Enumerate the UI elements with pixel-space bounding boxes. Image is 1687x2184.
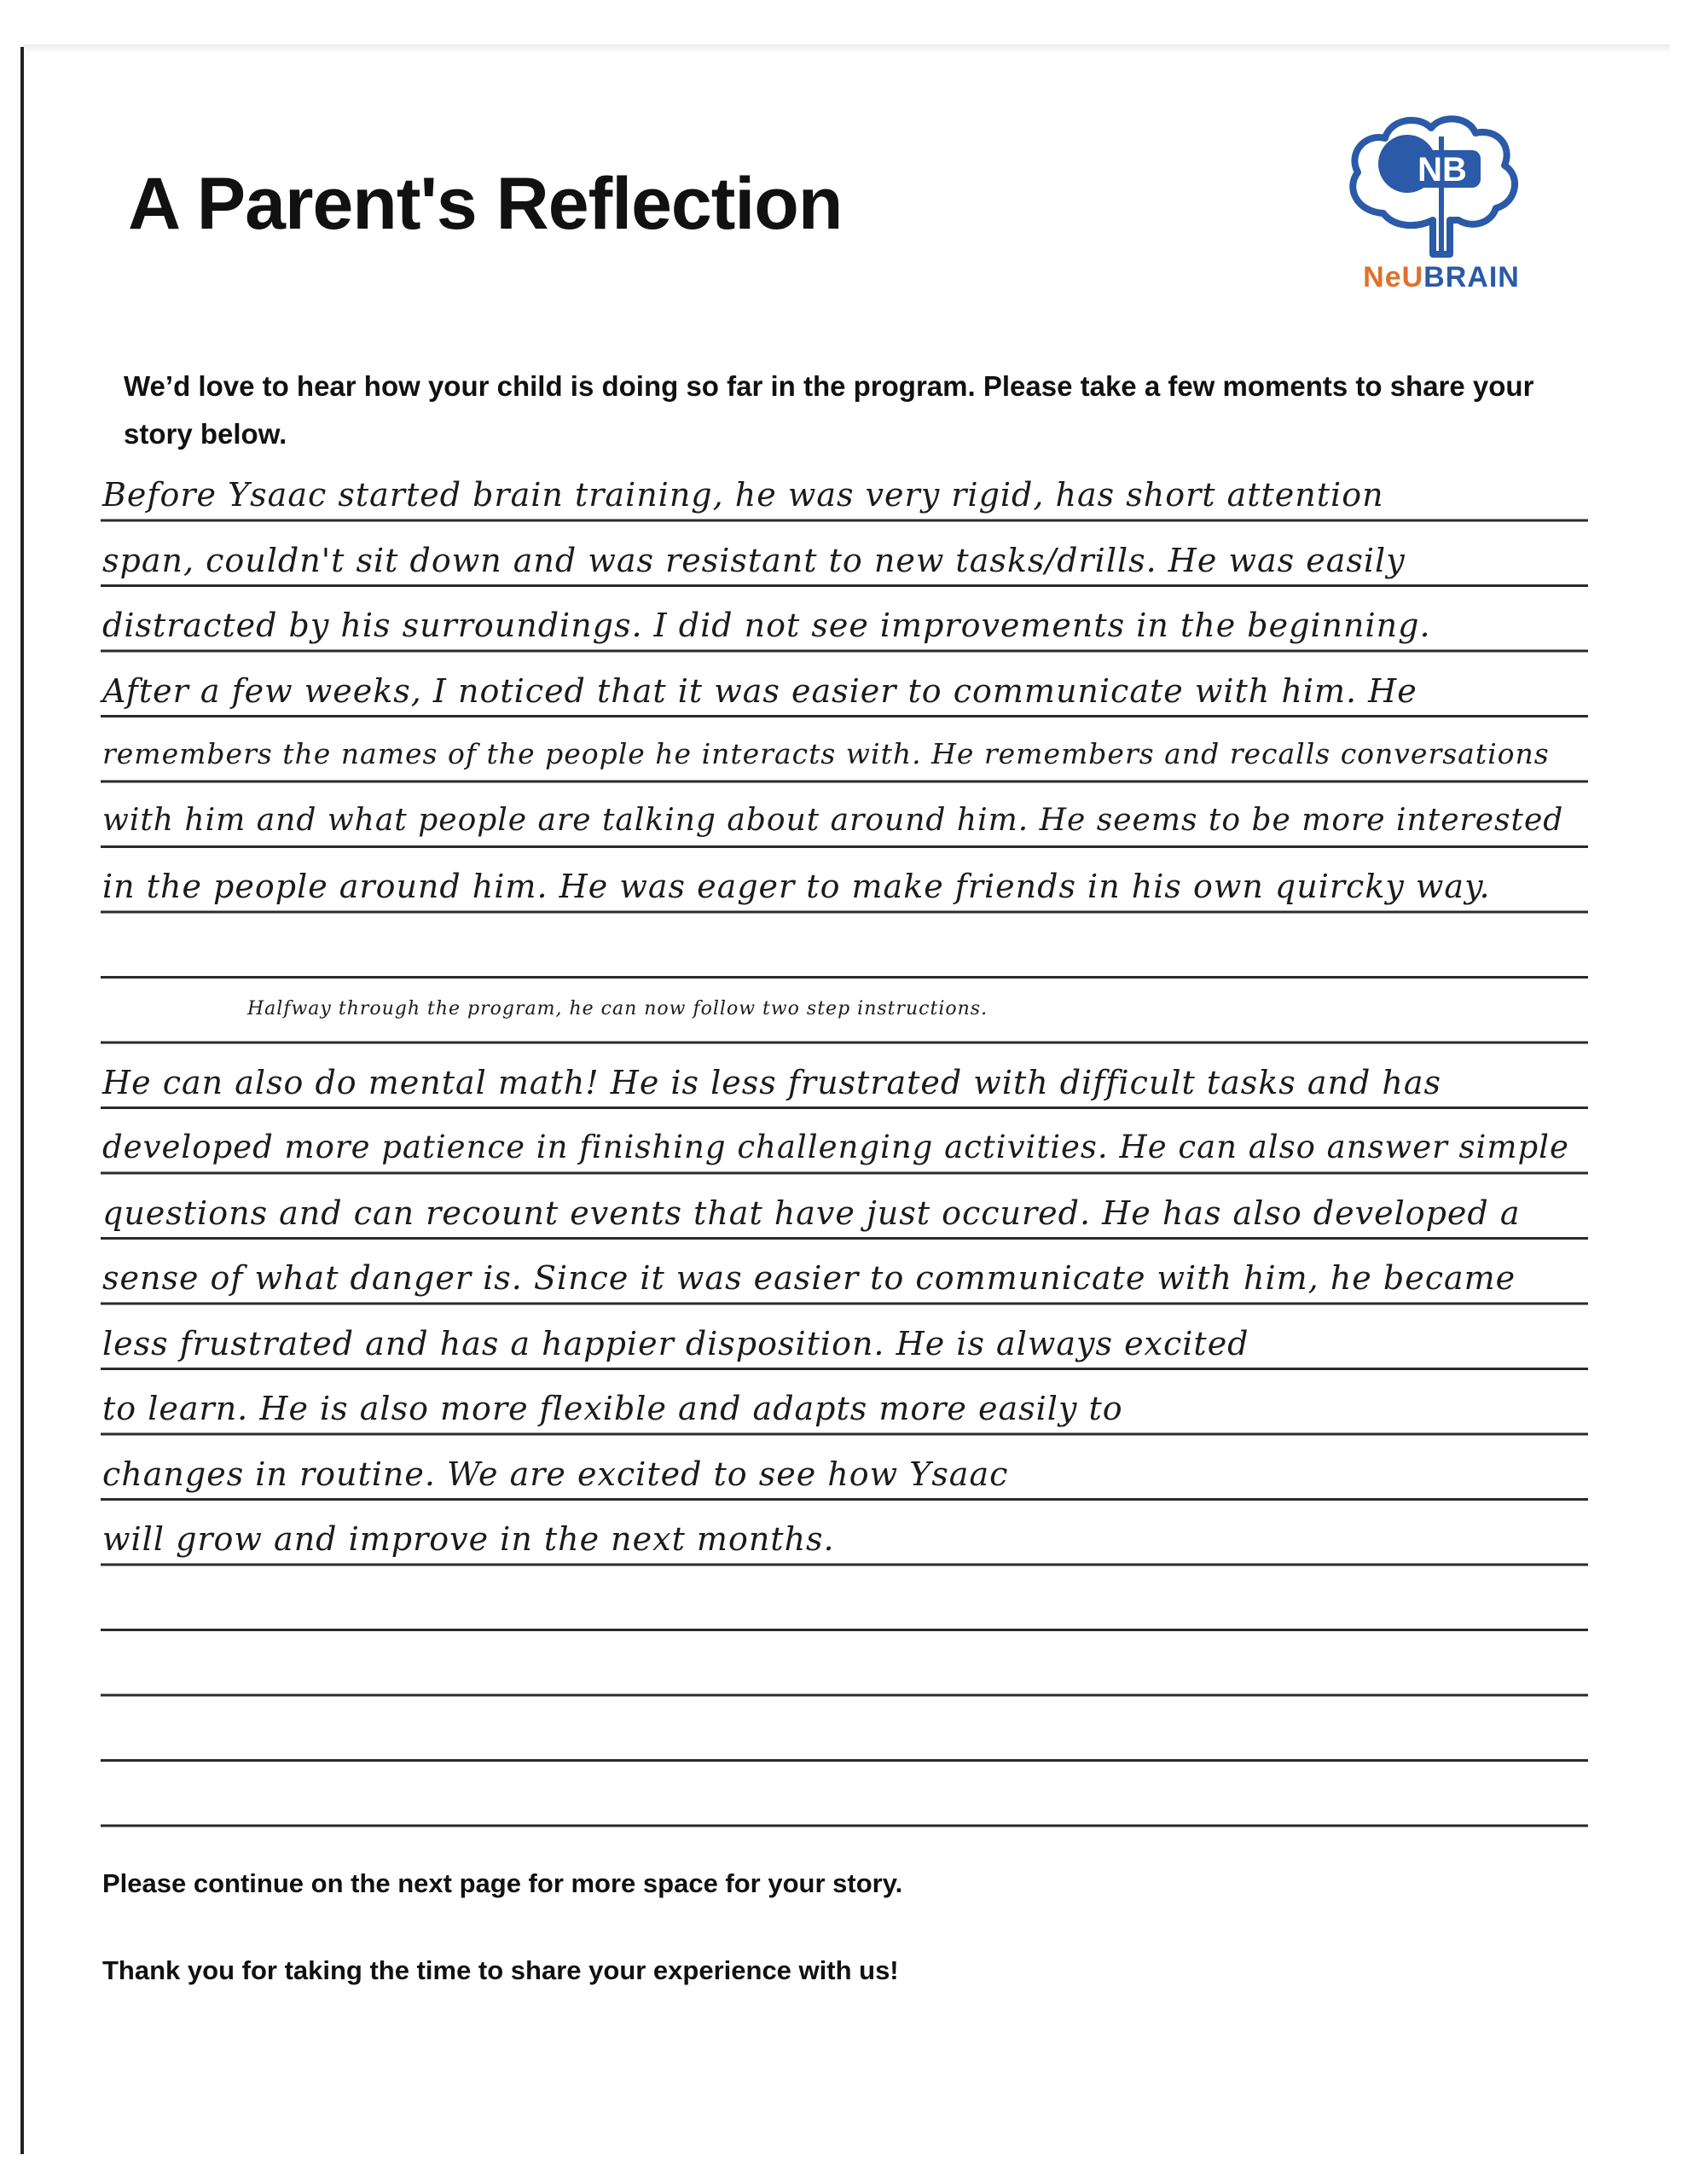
intro-instructions: We’d love to hear how your child is doing so far in the program. Please take a few moments to share your story below. <box>124 370 1534 450</box>
story-line: sense of what danger is. Since it was easier to communicate with him, he became <box>102 1259 1516 1297</box>
logo-wordmark-neu: NeU <box>1363 261 1424 293</box>
story-line: developed more patience in finishing challenging activities. He can also answer simple <box>102 1129 1569 1165</box>
story-line: changes in routine. We are excited to see how Ysaac <box>102 1455 1009 1493</box>
story-line: After a few weeks, I noticed that it was easier to communicate with him. He <box>102 671 1417 710</box>
continue-note: Please continue on the next page for more space for your story. <box>102 1868 903 1898</box>
story-line: He can also do mental math! He is less frustrated with difficult tasks and has <box>102 1063 1442 1101</box>
logo-monogram: NB <box>1417 151 1467 189</box>
story-line: will grow and improve in the next months. <box>102 1520 835 1558</box>
story-line: less frustrated and has a happier disposition. He is always excited <box>102 1324 1249 1362</box>
story-line: to learn. He is also more flexible and adapts more easily to <box>102 1390 1123 1427</box>
story-line: distracted by his surroundings. I did not see improvements in the beginning. <box>102 607 1431 644</box>
story-line: questions and can recount events that have just occured. He has also developed a <box>102 1194 1521 1232</box>
story-line: span, couldn't sit down and was resistant to new tasks/drills. He was easily <box>102 541 1406 579</box>
story-line: Halfway through the program, he can now follow two step instructions. <box>247 998 988 1019</box>
story-line: Before Ysaac started brain training, he was very rigid, has short attention <box>102 476 1384 514</box>
story-line: in the people around him. He was eager to make friends in his own quircky way. <box>102 868 1491 905</box>
logo-wordmark-brain: BRAIN <box>1423 261 1520 293</box>
thank-you-note: Thank you for taking the time to share your experience with us! <box>102 1955 899 1985</box>
story-line: remembers the names of the people he interacts with. He remembers and recalls conversations <box>102 737 1550 770</box>
story-line: with him and what people are talking about around him. He seems to be more interested <box>102 802 1564 838</box>
form-title: A Parent's Reflection <box>128 163 843 245</box>
